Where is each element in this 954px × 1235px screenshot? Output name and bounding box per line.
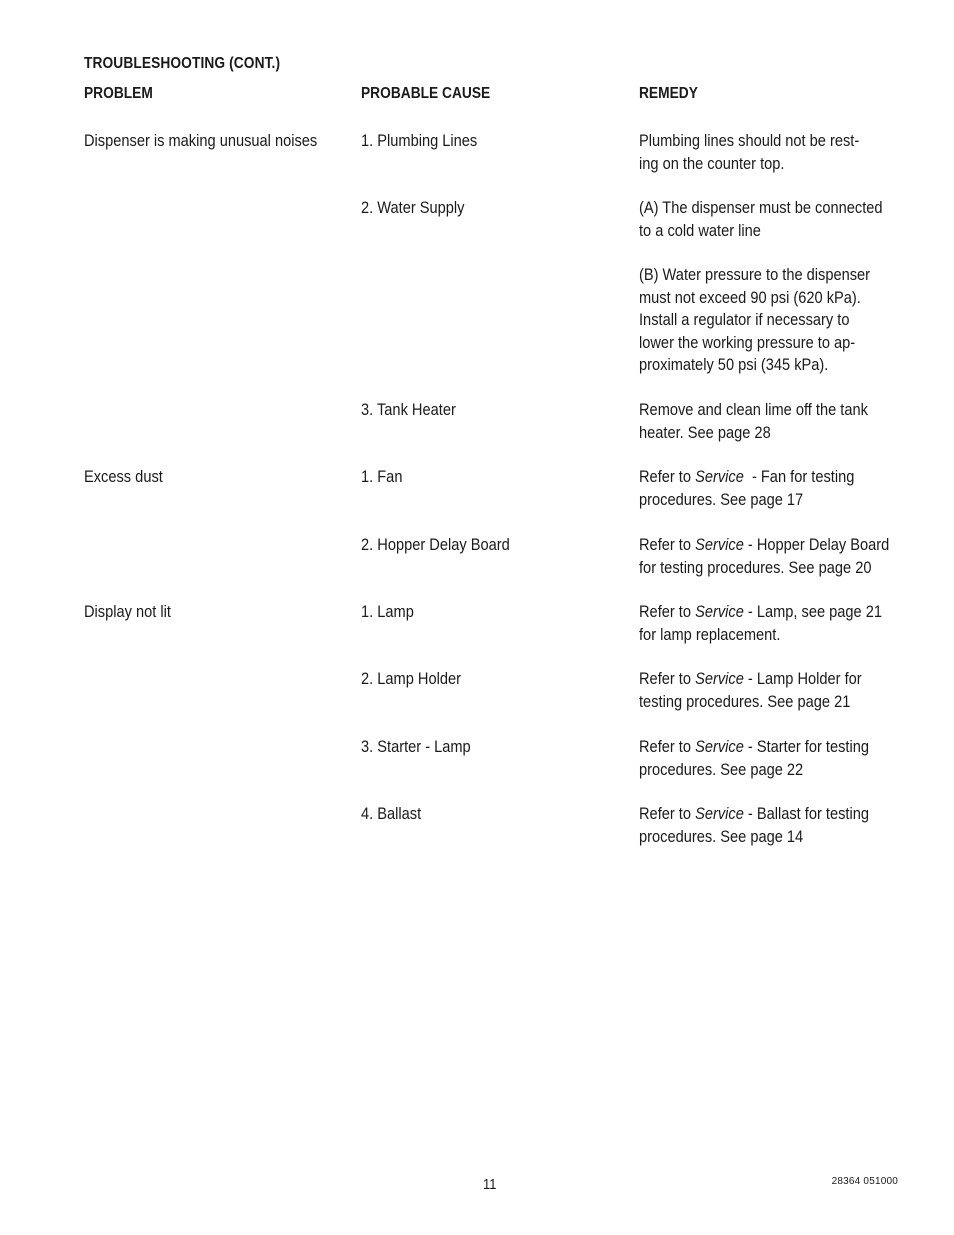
cause-text: 2. Water Supply bbox=[361, 198, 465, 217]
service-emphasis: Service bbox=[695, 804, 744, 823]
service-emphasis: Service bbox=[695, 535, 744, 554]
cause-cell bbox=[361, 466, 621, 489]
remedy-cell bbox=[639, 466, 898, 511]
remedy-cell bbox=[639, 736, 898, 781]
remedy-line: Refer to Service - Starter for testing bbox=[639, 737, 869, 756]
remedy-cell bbox=[639, 668, 898, 713]
cause-text: 3. Tank Heater bbox=[361, 400, 456, 419]
remedy-line: testing procedures. See page 21 bbox=[639, 691, 851, 711]
remedy-cell bbox=[639, 130, 898, 175]
remedy-line: (B) Water pressure to the dispenser bbox=[639, 265, 871, 284]
remedy-line: procedures. See page 17 bbox=[639, 489, 804, 509]
document-code: 28364 051000 bbox=[831, 1176, 898, 1187]
remedy-line: for testing procedures. See page 20 bbox=[639, 557, 872, 577]
cause-cell bbox=[361, 736, 621, 759]
remedy-line: Plumbing lines should not be rest- bbox=[639, 131, 860, 150]
remedy-cell bbox=[639, 803, 898, 848]
remedy-line: procedures. See page 22 bbox=[639, 759, 804, 779]
remedy-line: Refer to Service - Ballast for testing bbox=[639, 804, 869, 823]
cause-text: 1. Plumbing Lines bbox=[361, 131, 478, 150]
problem-cell bbox=[84, 130, 384, 153]
remedy-cell bbox=[639, 534, 898, 579]
cause-text: 3. Starter - Lamp bbox=[361, 737, 471, 756]
column-header-probable-cause: PROBABLE CAUSE bbox=[361, 85, 491, 102]
cause-cell bbox=[361, 668, 621, 691]
remedy-line: Install a regulator if necessary to bbox=[639, 310, 850, 329]
remedy-line: Refer to Service - Lamp Holder for bbox=[639, 669, 862, 688]
cause-cell bbox=[361, 534, 621, 557]
cause-text: 1. Lamp bbox=[361, 602, 414, 621]
remedy-cell bbox=[639, 601, 898, 646]
service-emphasis: Service bbox=[695, 467, 744, 486]
problem-cell bbox=[84, 601, 384, 624]
column-header-remedy: REMEDY bbox=[639, 85, 698, 102]
remedy-line: Refer to Service - Fan for testing bbox=[639, 467, 855, 486]
cause-text: 4. Ballast bbox=[361, 804, 422, 823]
remedy-line: Refer to Service - Hopper Delay Board bbox=[639, 535, 890, 554]
problem-text: Dispenser is making unusual noises bbox=[84, 131, 318, 150]
remedy-cell bbox=[639, 399, 898, 444]
remedy-line: heater. See page 28 bbox=[639, 422, 771, 442]
remedy-line: Remove and clean lime off the tank bbox=[639, 400, 868, 419]
cause-text: 1. Fan bbox=[361, 467, 403, 486]
remedy-line: ing on the counter top. bbox=[639, 153, 785, 173]
service-emphasis: Service bbox=[695, 669, 744, 688]
cause-cell bbox=[361, 601, 621, 624]
remedy-line: to a cold water line bbox=[639, 220, 761, 240]
problem-text: Display not lit bbox=[84, 602, 171, 621]
remedy-line: (A) The dispenser must be connected bbox=[639, 198, 883, 217]
remedy-cell bbox=[639, 197, 898, 242]
remedy-line: proximately 50 psi (345 kPa). bbox=[639, 355, 829, 374]
cause-cell bbox=[361, 197, 621, 220]
cause-cell bbox=[361, 803, 621, 826]
service-emphasis: Service bbox=[695, 602, 744, 621]
page-number: 11 bbox=[483, 1176, 497, 1193]
cause-text: 2. Hopper Delay Board bbox=[361, 535, 510, 554]
remedy-line: lower the working pressure to ap- bbox=[639, 332, 856, 352]
section-title: TROUBLESHOOTING (CONT.) bbox=[84, 55, 281, 72]
service-emphasis: Service bbox=[695, 737, 744, 756]
column-header-problem: PROBLEM bbox=[84, 85, 153, 102]
remedy-line: must not exceed 90 psi (620 kPa). bbox=[639, 287, 861, 307]
cause-text: 2. Lamp Holder bbox=[361, 669, 461, 688]
remedy-line: for lamp replacement. bbox=[639, 624, 781, 644]
remedy-line: Refer to Service - Lamp, see page 21 bbox=[639, 602, 883, 621]
cause-cell bbox=[361, 399, 621, 422]
cause-cell bbox=[361, 130, 621, 153]
problem-text: Excess dust bbox=[84, 467, 163, 486]
remedy-line: procedures. See page 14 bbox=[639, 826, 804, 846]
problem-cell bbox=[84, 466, 384, 489]
remedy-cell-b bbox=[639, 264, 898, 377]
